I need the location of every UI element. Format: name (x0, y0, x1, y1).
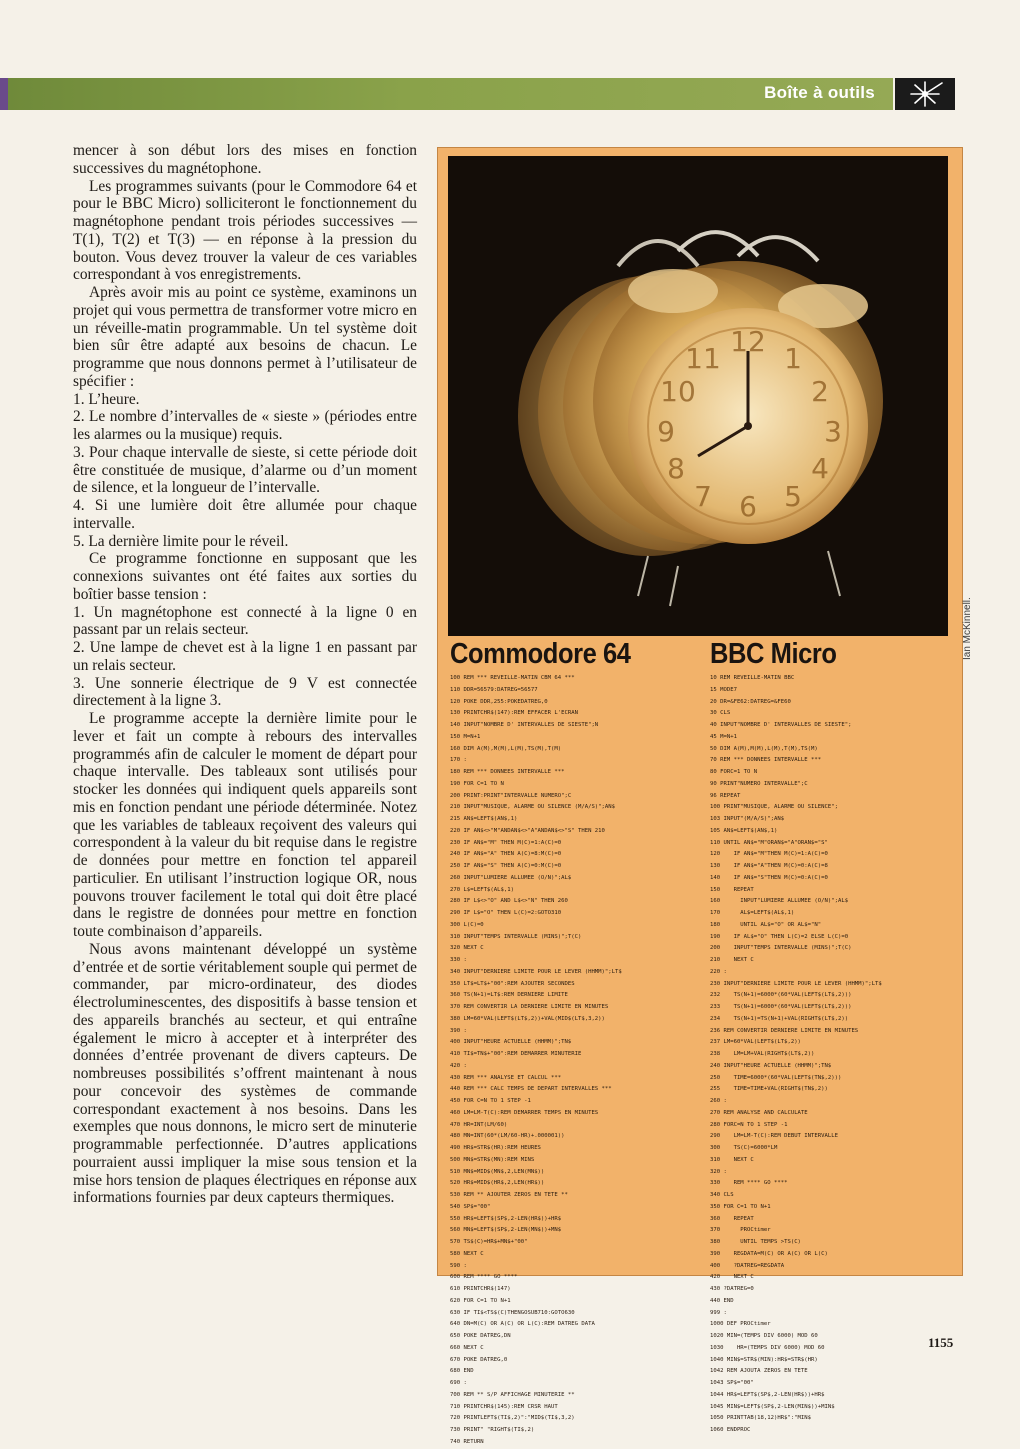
c64-code-line: 170 : (450, 757, 467, 764)
bbc-micro-heading: BBC Micro (710, 638, 837, 670)
bbc-code-line: 1040 MIN$=STR$(MIN):HR$=STR$(HR) (710, 1356, 818, 1363)
bbc-code-line: 180 UNTIL AL$="O" OR AL$="N" (710, 921, 822, 928)
c64-code-line: 310 INPUT"TEMPS INTERVALLE (MINS)";T(C) (450, 933, 582, 940)
bbc-code-line: 140 IF AN$="S"THEN M(C)=0:A(C)=0 (710, 874, 828, 881)
c64-code-line: 440 REM *** CALC TEMPS DE DEPART INTERVALLES *** (450, 1086, 612, 1093)
c64-code-line: 520 HR$=MID$(HR$,2,LEN(HR$)) (450, 1180, 545, 1187)
article-body-text (73, 142, 417, 1207)
bbc-code-line: 260 : (710, 1098, 727, 1104)
svg-text:4: 4 (811, 452, 829, 485)
c64-code-line: 240 IF AN$="A" THEN A(C)=8:M(C)=0 (450, 851, 562, 858)
bbc-code-line: 210 NEXT C (710, 957, 754, 963)
svg-text:6: 6 (739, 490, 757, 523)
bbc-code-line: 300 TS(C)=6000*LM (710, 1145, 778, 1151)
svg-text:10: 10 (660, 375, 696, 408)
c64-code-line: 500 MN$=STR$(MN):REM MINS (450, 1156, 535, 1163)
c64-code-line: 450 FOR C=N TO 1 STEP -1 (450, 1098, 531, 1104)
body-paragraph: 5. La dernière limite pour le réveil. (73, 532, 289, 550)
c64-code-line: 690 : (450, 1380, 467, 1386)
c64-code-line: 480 MN=INT(60*(LM/60-HR)+.000001)) (450, 1133, 565, 1140)
c64-code-line: 300 L(C)=0 (450, 921, 484, 928)
bbc-code-line: 1044 HR$=LEFT$(SP$,2-LEN(HR$))+HR$ (710, 1391, 825, 1398)
c64-code-line: 650 POKE DATREG,DN (450, 1333, 511, 1339)
bbc-code-line: 390 REGDATA=M(C) OR A(C) OR L(C) (710, 1250, 828, 1257)
c64-code-line: 210 INPUT"MUSIQUE, ALARME OU SILENCE (M/A/S)";AN$ (450, 804, 616, 811)
bbc-code-line: 220 : (710, 968, 727, 975)
bbc-code-line: 70 REM *** DONNEES INTERVALLE *** (710, 757, 822, 764)
c64-code-line: 220 IF AN$<>"M"ANDAN$<>"A"ANDAN$<>"S" THEN 210 (450, 827, 605, 834)
c64-code-line: 370 REM CONVERTIR LA DERNIERE LIMITE EN MINUTES (450, 1004, 609, 1010)
c64-code-line: 640 DN=M(C) OR A(C) OR L(C):REM DATREG DATA (450, 1321, 595, 1328)
body-paragraph: 1. Un magnétophone est connecté à la ligne 0 en passant par un relais secteur. (73, 603, 417, 639)
c64-code-line: 380 LM=60*VAL(LEFT$(LT$,2))+VAL(MID$(LT$,3,2)) (450, 1015, 605, 1022)
bbc-code-line: 50 DIM A(M),M(M),L(M),T(M),TS(M) (710, 745, 818, 752)
c64-code-line: 410 TI$=TN$+"00":REM DEMARRER MINUTERIE (450, 1051, 582, 1057)
c64-code-line: 420 : (450, 1062, 467, 1069)
bbc-code-line: 270 REM ANALYSE AND CALCULATE (710, 1109, 808, 1116)
c64-code-line: 330 : (450, 957, 467, 963)
bbc-code-line: 100 PRINT"MUSIQUE, ALARME OU SILENCE"; (710, 804, 838, 811)
bbc-code-line: 230 INPUT"DERNIERE LIMITE POUR LE LEVER (HHMM)";LT$ (710, 980, 882, 987)
c64-code-line: 530 REM ** AJOUTER ZEROS EN TETE ** (450, 1192, 568, 1198)
body-paragraph: Le programme accepte la dernière limite pour le lever et fait un compte à rebours des intervalles programmés afin de calculer le moment de départ pour chaque intervalle. Des tableaux sont utilisés pour stocker les données qui indiquent quels appareils sont mis en fonction pendant une période déterminée. Notez que les variables de tableaux reçoivent des valeurs qui correspondent à la valeur du bit requise dans le registre de données pour mettre en fonction tel appareil particulier. En utilisant l’instruction logique OR, nous pouvons trouver facilement le total qui doit être placé dans le registre de données pour mettre en fonction toute combinaison d’appareils. (73, 710, 417, 940)
bbc-code-line: 10 REM REVEILLE-MATIN BBC (710, 675, 795, 681)
bbc-code-line: 200 INPUT"TEMPS INTERVALLE (MINS)";T(C) (710, 945, 852, 952)
c64-code-line: 200 PRINT:PRINT"INTERVALLE NUMERO";C (450, 792, 572, 799)
bbc-code-line: 1000 DEF PROCtimer (710, 1321, 771, 1328)
body-paragraph: 2. Une lampe de chevet est à la ligne 1 en passant par un relais secteur. (73, 639, 417, 674)
c64-code-line: 700 REM ** S/P AFFICHAGE MINUTERIE ** (450, 1391, 575, 1398)
c64-code-line: 710 PRINTCHR$(145):REM CRSR HAUT (450, 1403, 558, 1410)
bbc-code-line: 90 PRINT"NUMERO INTERVALLE";C (710, 780, 808, 787)
bbc-code-line: 160 INPUT"LUMIERE ALLUMEE (O/N)";AL$ (710, 898, 849, 905)
body-paragraph: 2. Le nombre d’intervalles de « sieste » (périodes entre les alarmes ou la musique) requis. (73, 408, 417, 443)
bbc-code-line: 1043 SP$="00" (710, 1380, 754, 1386)
bbc-code-line: 170 AL$=LEFT$(AL$,1) (710, 910, 795, 916)
svg-text:1: 1 (784, 342, 802, 375)
body-paragraph: Après avoir mis au point ce système, examinons un projet qui vous permettra de transformer votre micro en un réveille-matin programmable. Un tel système doit bien sûr être adapté aux besoins de chacun. Le programme que nous donnons permet à l’utilisateur de spécifier : (73, 284, 417, 390)
c64-code-line: 215 AN$=LEFT$(AN$,1) (450, 816, 518, 822)
svg-text:2: 2 (811, 375, 829, 408)
body-paragraph: 1. L’heure. (73, 390, 140, 408)
c64-code-line: 740 RETURN (450, 1438, 484, 1445)
bbc-code-line: 420 NEXT C (710, 1274, 754, 1281)
bbc-code-line: 1045 MIN$=LEFT$(SP$,2-LEN(MIN$))+MIN$ (710, 1403, 835, 1410)
c64-code-line: 720 PRINTLEFT$(TI$,2)":"MID$(TI$,3,2) (450, 1415, 575, 1422)
c64-code-line: 570 TS$(C)=HR$+MN$+"00" (450, 1239, 528, 1245)
commodore-64-heading: Commodore 64 (450, 638, 631, 670)
c64-code-line: 290 IF L$="O" THEN L(C)=2:GOTO310 (450, 910, 562, 916)
c64-code-line: 160 DIM A(M),M(M),L(M),TS(M),T(M) (450, 745, 562, 752)
svg-text:7: 7 (694, 480, 712, 513)
section-title: Boîte à outils (764, 83, 875, 102)
bbc-code-line: 30 CLS (710, 710, 731, 717)
c64-code-line: 490 HR$=STR$(HR):REM HEURES (450, 1145, 541, 1151)
bbc-code-line: 105 AN$=LEFT$(AN$,1) (710, 827, 778, 834)
bbc-code-line: 1020 MIN=(TEMPS DIV 6000) MOD 60 (710, 1333, 818, 1339)
bbc-code-line: 250 TIME=6000*(60*VAL(LEFT$(TN$,2))) (710, 1074, 842, 1081)
bbc-code-line: 280 FORC=N TO 1 STEP -1 (710, 1121, 788, 1128)
bbc-code-line: 103 INPUT"(M/A/S)";AN$ (710, 816, 785, 822)
svg-text:5: 5 (784, 480, 802, 513)
alarm-clocks-illustration (448, 156, 948, 636)
c64-code-line: 150 M=N+1 (450, 733, 481, 740)
c64-code-line: 100 REM *** REVEILLE-MATIN CBM 64 *** (450, 675, 575, 681)
body-paragraph: 3. Pour chaque intervalle de sieste, si cette période doit être constituée de musique, d’alarme ou d’un moment de silence, et la longueur de l’intervalle. (73, 443, 417, 497)
c64-code-line: 390 : (450, 1027, 467, 1034)
bbc-code-line: 1060 ENDPROC (710, 1427, 751, 1433)
bbc-code-line: 20 DR=&FE62:DATREG=&FE60 (710, 698, 791, 705)
bbc-code-line: 120 IF AN$="M"THEN M(C)=1:A(C)=0 (710, 851, 828, 858)
bbc-code-line: 96 REPEAT (710, 792, 741, 799)
bbc-code-line: 370 PROCtimer (710, 1227, 771, 1234)
bbc-code-line: 360 REPEAT (710, 1215, 754, 1222)
bbc-code-line: 150 REPEAT (710, 886, 754, 893)
commodore-64-listing (450, 638, 695, 1449)
c64-code-line: 350 LT$=LT$+"00":REM AJOUTER SECONDES (450, 980, 575, 987)
starburst-icon-graphic (902, 80, 948, 108)
page-number: 1155 (928, 1335, 954, 1350)
c64-code-line: 630 IF TI$<TS$(C)THENGOSUB710:GOTO630 (450, 1309, 575, 1316)
svg-text:11: 11 (685, 342, 721, 375)
c64-code-line: 280 IF L$<>"O" AND L$<>"N" THEN 260 (450, 898, 568, 905)
bbc-code-line: 440 END (710, 1297, 734, 1304)
bbc-code-line: 340 CLS (710, 1192, 734, 1198)
c64-code-line: 140 INPUT"NOMBRE D' INTERVALLES DE SIESTE";N (450, 722, 599, 728)
bbc-code-line: 310 NEXT C (710, 1156, 754, 1163)
c64-code-line: 430 REM *** ANALYSE ET CALCUL *** (450, 1074, 562, 1081)
svg-text:12: 12 (730, 325, 766, 358)
bbc-code-line: 190 IF AL$="O" THEN L(C)=2 ELSE L(C)=0 (710, 933, 849, 940)
c64-code-line: 680 END (450, 1368, 474, 1375)
body-paragraph: mencer à son début lors des mises en fonction successives du magnétophone. (73, 142, 417, 177)
bbc-code-line: 290 LM=LM-T(C):REM DEBUT INTERVALLE (710, 1133, 838, 1140)
alarm-clock-photo (448, 156, 948, 636)
c64-code-line: 360 TS(N+1)=LT$:REM DERNIERE LIMITE (450, 992, 568, 999)
c64-code-line: 590 : (450, 1262, 467, 1269)
starburst-icon (895, 78, 955, 110)
c64-code-line: 130 PRINTCHR$(147):REM EFFACER L'ECRAN (450, 710, 578, 717)
c64-code-line: 550 HR$=LEFT$(SP$,2-LEN(HR$))+HR$ (450, 1215, 562, 1222)
bbc-code-line: 1042 REM AJOUTA ZEROS EN TETE (710, 1368, 808, 1375)
bbc-code-line: 330 REM **** GO **** (710, 1180, 788, 1187)
bbc-code-line: 130 IF AN$="A"THEN M(C)=0:A(C)=8 (710, 863, 828, 869)
body-paragraph: Ce programme fonctionne en supposant que les connexions suivantes ont été faites aux sorties du boîtier basse tension : (73, 550, 417, 603)
bbc-code-line: 80 FORC=1 TO N (710, 769, 758, 775)
bbc-code-line: 400 ?DATREG=REGDATA (710, 1262, 785, 1269)
svg-text:8: 8 (667, 452, 685, 485)
c64-code-line: 460 LM=LM-T(C):REM DEMARRER TEMPS EN MINUTES (450, 1109, 599, 1116)
bbc-code-line: 240 INPUT"HEURE ACTUELLE (HHMM)";TN$ (710, 1062, 832, 1069)
bbc-code-line: 236 REM CONVERTIR DERNIERE LIMITE EN MINUTES (710, 1027, 859, 1034)
bbc-code-line: 15 MODE7 (710, 686, 737, 693)
svg-text:3: 3 (824, 415, 842, 448)
c64-code-line: 400 INPUT"HEURE ACTUELLE (HHMM)";TN$ (450, 1039, 572, 1046)
c64-code-line: 670 POKE DATREG,0 (450, 1356, 508, 1363)
bbc-code-line: 320 : (710, 1168, 727, 1175)
c64-code-line: 560 MN$=LEFT$(SP$,2-LEN(MN$))+MN$ (450, 1227, 562, 1234)
bbc-micro-listing (710, 638, 955, 1437)
c64-code-line: 110 DDR=56579:DATREG=56577 (450, 686, 538, 693)
c64-code-line: 340 INPUT"DERNIERE LIMITE POUR LE LEVER (HHMM)";LT$ (450, 968, 622, 975)
svg-text:9: 9 (657, 415, 675, 448)
body-paragraph: 4. Si une lumière doit être allumée pour chaque intervalle. (73, 497, 417, 532)
bbc-code-line: 110 UNTIL AN$="M"ORAN$="A"ORAN$="S" (710, 839, 828, 846)
c64-code-line: 600 REM **** GO **** (450, 1274, 518, 1281)
c64-code-line: 190 FOR C=1 TO N (450, 780, 504, 787)
c64-code-line: 120 POKE DDR,255:POKEDATREG,0 (450, 698, 548, 705)
bbc-code-line: 350 FOR C=1 TO N+1 (710, 1203, 771, 1210)
bbc-code-line: 237 LM=60*VAL(LEFT$(LT$,2)) (710, 1039, 801, 1046)
bbc-code-line: 255 TIME=TIME+VAL(RIGHT$(TN$,2)) (710, 1086, 828, 1093)
c64-code-line: 610 PRINTCHR$(147) (450, 1286, 511, 1292)
body-paragraph: 3. Une sonnerie électrique de 9 V est connectée directement à la ligne 3. (73, 674, 417, 710)
c64-code-line: 250 IF AN$="S" THEN A(C)=0:M(C)=0 (450, 863, 562, 869)
bbc-code-line: 232 TS(N+1)=6000*(60*VAL(LEFT$(LT$,2))) (710, 992, 852, 999)
c64-code-line: 230 IF AN$="M" THEN M(C)=1:A(C)=0 (450, 839, 562, 846)
c64-code-line: 470 HR=INT(LM/60) (450, 1121, 508, 1128)
c64-code-line: 260 INPUT"LUMIERE ALLUMEE (O/N)";AL$ (450, 874, 572, 881)
c64-code-line: 270 L$=LEFT$(AL$,1) (450, 886, 514, 893)
c64-code-line: 180 REM *** DONNEES INTERVALLE *** (450, 769, 565, 775)
bbc-code-line: 1030 HR=(TEMPS DIV 6000) MOD 60 (710, 1344, 825, 1351)
bbc-code-line: 40 INPUT"NOMBRE D' INTERVALLES DE SIESTE"; (710, 722, 852, 728)
c64-code-line: 540 SP$="00" (450, 1203, 491, 1210)
c64-code-line: 660 NEXT C (450, 1344, 484, 1351)
bbc-code-line: 45 M=N+1 (710, 733, 737, 740)
section-header-band (8, 78, 893, 110)
bbc-code-line: 380 UNTIL TEMPS >TS(C) (710, 1239, 801, 1245)
c64-code-line: 510 MN$=MID$(MN$,2,LEN(MN$)) (450, 1168, 545, 1175)
bbc-code-line: 999 : (710, 1309, 727, 1316)
c64-code-line: 580 NEXT C (450, 1250, 484, 1257)
bbc-code-line: 238 LM=LM+VAL(RIGHT$(LT$,2)) (710, 1051, 815, 1057)
bbc-code-line: 1050 PRINTTAB(18,12)HR$":"MIN$ (710, 1415, 812, 1422)
c64-code-line: 730 PRINT" "RIGHT$(TI$,2) (450, 1427, 535, 1433)
bbc-code-line: 430 ?DATREG=0 (710, 1286, 754, 1292)
bbc-code-line: 233 TS(N+1)=6000*(60*VAL(LEFT$(LT$,2))) (710, 1004, 852, 1010)
body-paragraph: Nous avons maintenant développé un système d’entrée et de sortie véritablement souple qui permet de commander, par micro-ordinateur, des diodes électroluminescentes, des dispositifs à basse tension et des appareils branchés au secteur, et qui entraîne également le micro à accepter et à interpréter des données d’entrée provenant de divers capteurs. De nombreuses possibilités s’offrent maintenant à nous pour concevoir des systèmes de commande correspondant exactement à nos besoins. Dans les exemples que nous donnons, le micro sert de minuterie programmable perfectionnée. D’autres applications pourraient aussi impliquer la mise sous tension et la mise hors tension de plaques électriques en réponse aux informations fournies par deux capteurs thermiques. (73, 940, 417, 1207)
body-paragraph: Les programmes suivants (pour le Commodore 64 et pour le BBC Micro) solliciteront le fonctionnement du magnétophone pendant trois périodes successives — T(1), T(2) et T(3) — en réponse à la pression du bouton. Vous devez trouver la valeur de ces variables correspondant à vos enregistrements. (73, 177, 417, 284)
c64-code-line: 620 FOR C=1 TO N+1 (450, 1297, 511, 1304)
c64-code-line: 320 NEXT C (450, 945, 484, 952)
margin-marker (0, 78, 8, 110)
photo-credit: Ian McKinnell. (962, 597, 973, 660)
bbc-code-line: 234 TS(N+1)=TS(N+1)+VAL(RIGHT$(LT$,2)) (710, 1015, 849, 1022)
